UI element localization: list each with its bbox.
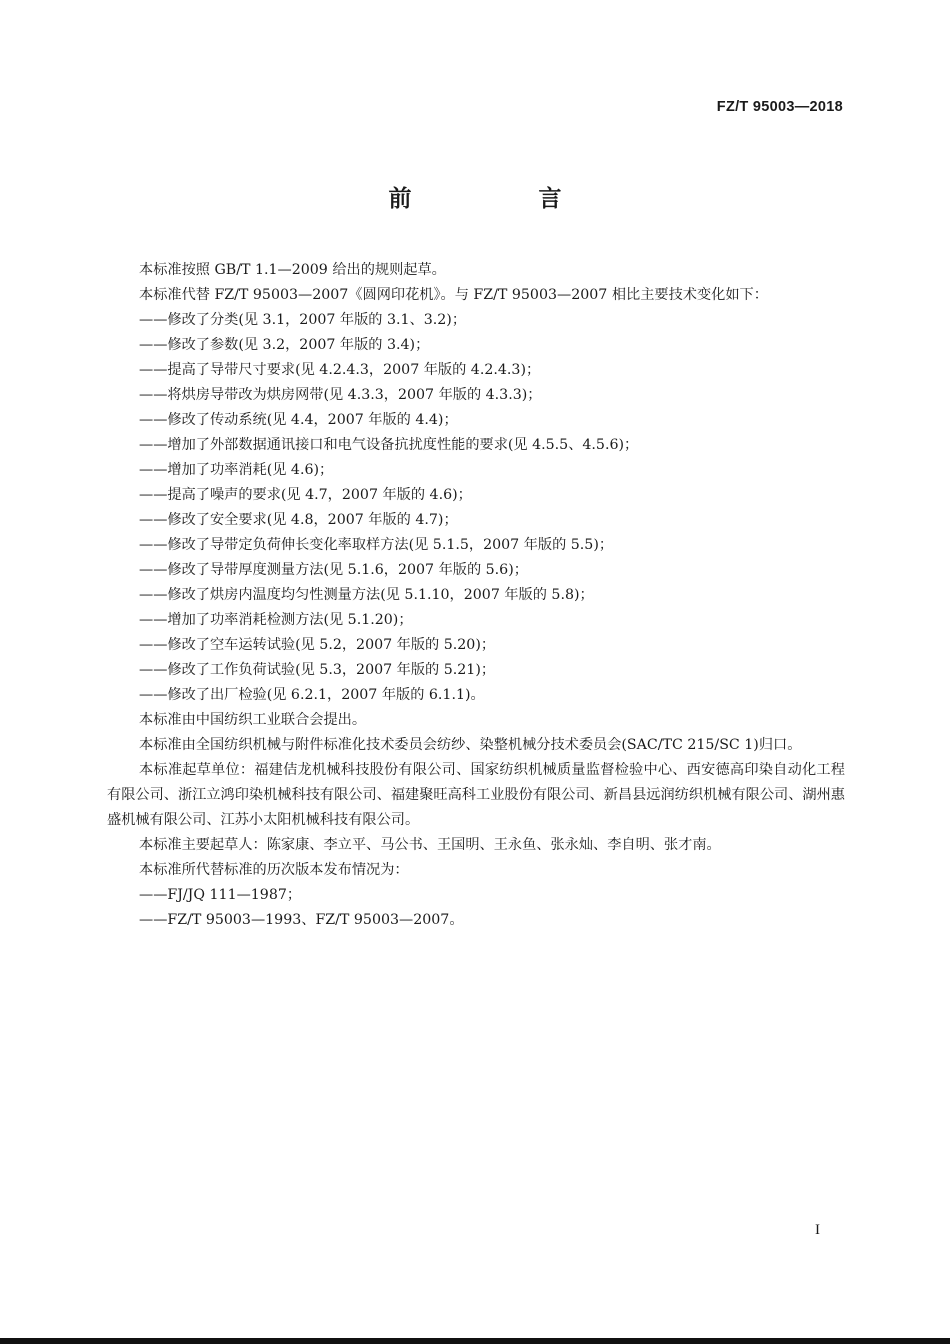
page-title: 前 言: [388, 186, 614, 212]
change-item: ——将烘房导带改为烘房网带(见 4.3.3，2007 年版的 4.3.3)；: [139, 387, 542, 403]
change-item: ——提高了噪声的要求(见 4.7，2007 年版的 4.6)；: [139, 487, 472, 503]
change-item: ——修改了导带厚度测量方法(见 5.1.6，2007 年版的 5.6)；: [139, 562, 528, 578]
paragraph-centralized-by: 本标准由全国纺织机械与附件标准化技术委员会纺纱、染整机械分技术委员会(SAC/TC 215/SC 1)归口。: [139, 737, 802, 753]
standard-code: FZ/T 95003—2018: [716, 99, 843, 115]
bottom-edge-bar: [0, 1338, 950, 1344]
change-item: ——提高了导带尺寸要求(见 4.2.4.3，2007 年版的 4.2.4.3)；: [139, 362, 541, 378]
change-item: ——修改了安全要求(见 4.8，2007 年版的 4.7)；: [139, 512, 458, 528]
change-item: ——修改了烘房内温度均匀性测量方法(见 5.1.10，2007 年版的 5.8)；: [139, 587, 594, 603]
change-item: ——增加了功率消耗检测方法(见 5.1.20)；: [139, 612, 413, 628]
paragraph-drafting-units: 本标准起草单位：福建佶龙机械科技股份有限公司、国家纺织机械质量监督检验中心、西安德高印染自动化工程有限公司、浙江立鸿印染机械科技有限公司、福建聚旺高科工业股份有限公司、新昌县远润纺织机械有限公司、湖州惠盛机械有限公司、江苏小太阳机械科技有限公司。: [107, 762, 845, 828]
history-item: ——FJ/JQ 111—1987；: [139, 887, 302, 903]
foreword-body: [107, 258, 845, 933]
change-item: ——修改了分类(见 3.1，2007 年版的 3.1、3.2)；: [139, 312, 467, 328]
paragraph-history-intro: 本标准所代替标准的历次版本发布情况为：: [139, 862, 409, 878]
paragraph-drafters: 本标准主要起草人：陈家康、李立平、马公书、王国明、王永鱼、张永灿、李自明、张才南。: [139, 837, 721, 853]
change-item: ——修改了传动系统(见 4.4，2007 年版的 4.4)；: [139, 412, 458, 428]
change-item: ——修改了出厂检验(见 6.2.1，2007 年版的 6.1.1)。: [139, 687, 485, 703]
change-item: ——增加了功率消耗(见 4.6)；: [139, 462, 334, 478]
paragraph-drafting-rules: 本标准按照 GB/T 1.1—2009 给出的规则起草。: [139, 262, 446, 278]
history-item: ——FZ/T 95003—1993、FZ/T 95003—2007。: [139, 912, 464, 928]
change-item: ——修改了导带定负荷伸长变化率取样方法(见 5.1.5，2007 年版的 5.5)；: [139, 537, 614, 553]
paragraph-proposed-by: 本标准由中国纺织工业联合会提出。: [139, 712, 367, 728]
change-item: ——增加了外部数据通讯接口和电气设备抗扰度性能的要求(见 4.5.5、4.5.6)；: [139, 437, 639, 453]
change-item: ——修改了工作负荷试验(见 5.3，2007 年版的 5.21)；: [139, 662, 496, 678]
paragraph-replacement: 本标准代替 FZ/T 95003—2007《圆网印花机》。与 FZ/T 95003—2007 相比主要技术变化如下：: [139, 287, 768, 303]
change-item: ——修改了空车运转试验(见 5.2，2007 年版的 5.20)；: [139, 637, 496, 653]
page-number: I: [815, 1222, 820, 1238]
change-item: ——修改了参数(见 3.2，2007 年版的 3.4)；: [139, 337, 430, 353]
